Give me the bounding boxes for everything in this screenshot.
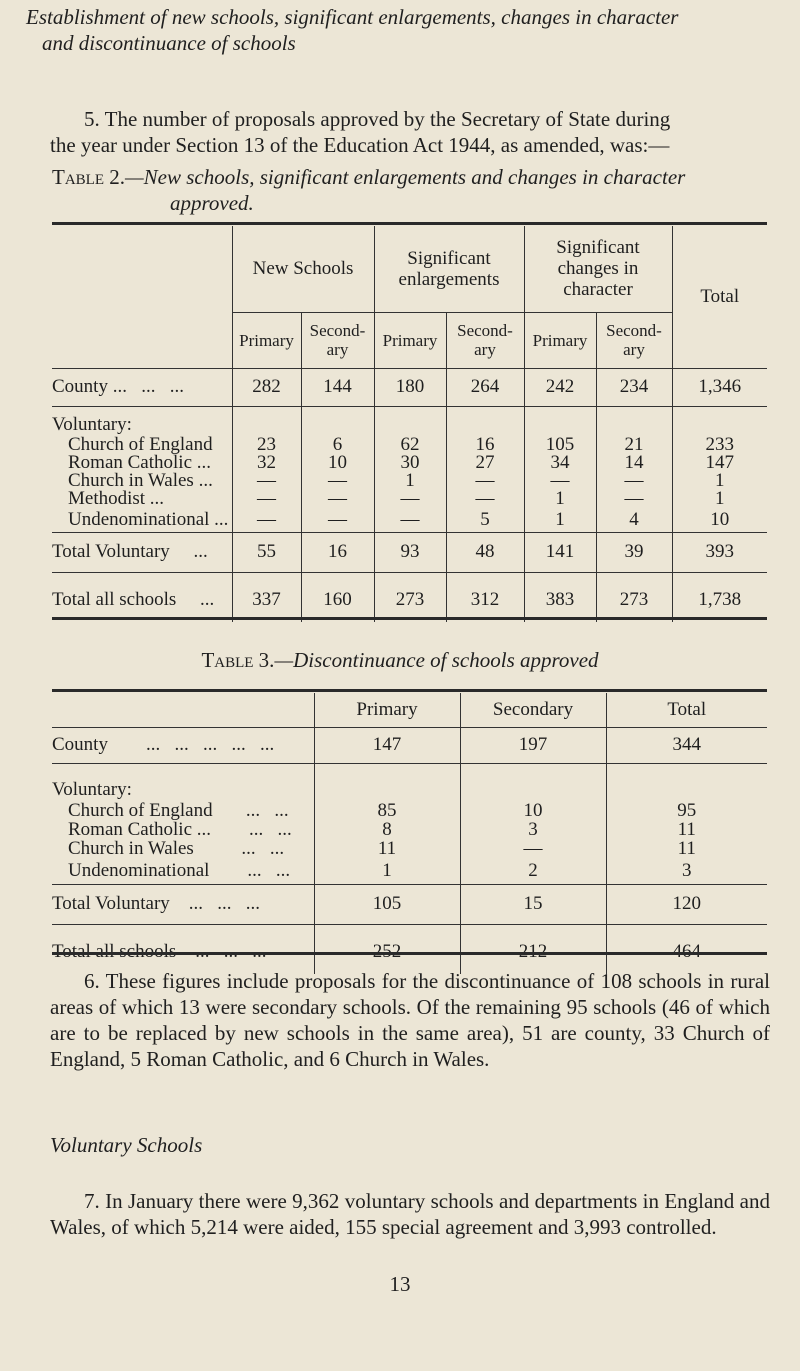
cell: 1,346 (672, 368, 767, 406)
table-row (52, 508, 767, 532)
cell: — (460, 839, 606, 858)
cell: 337 (232, 572, 301, 622)
cell: 1,738 (672, 572, 767, 622)
cell: 48 (446, 532, 524, 572)
cell: 21 (596, 436, 672, 454)
cell: 14 (596, 454, 672, 472)
table2-caption-label: Table 2. (52, 165, 125, 189)
cell: 95 (606, 801, 767, 820)
cell: — (374, 508, 446, 532)
cell: — (232, 490, 301, 508)
cell: 312 (446, 572, 524, 622)
cell: 11 (606, 820, 767, 839)
cell: 15 (460, 884, 606, 924)
row-label: County ... ... ... (52, 376, 184, 397)
table2-sub-header: Primary (232, 312, 301, 368)
table2-total-header: Total (672, 226, 767, 368)
table2-sub-header: Second- ary (596, 312, 672, 368)
cell: 1 (524, 490, 596, 508)
cell: 273 (596, 572, 672, 622)
table-row (52, 801, 767, 820)
table3 (52, 693, 767, 974)
cell: 144 (301, 368, 374, 406)
cell: 10 (301, 454, 374, 472)
table-row (52, 406, 767, 436)
page-number: 13 (389, 1272, 411, 1296)
row-label: Total all schools ... (52, 589, 215, 611)
row-label: Undenominational ... ... (68, 860, 291, 882)
paragraph-6: 6. These figures include proposals for the discontinuance of 108 schools in rural areas of which 13 were secondary schools. Of the remaining 95 schools (46 of which are to be replaced by new schools in the same area), 51 are county, 33 Church of England, 5 Roman Catholic, and 6 Church in Wales. (50, 969, 770, 1071)
cell: — (301, 472, 374, 490)
cell: 1 (672, 490, 767, 508)
section-heading-line1: Establishment of new schools, significant enlargements, changes in character (26, 5, 679, 29)
row-label: Church in Wales ... ... (68, 838, 285, 859)
cell: 23 (232, 436, 301, 454)
cell: 11 (314, 839, 460, 858)
cell: — (301, 508, 374, 532)
table-row (52, 727, 767, 763)
section-heading (26, 4, 786, 56)
table-row (52, 858, 767, 884)
cell: 105 (524, 436, 596, 454)
cell: — (232, 472, 301, 490)
cell: 464 (606, 924, 767, 974)
cell: 105 (314, 884, 460, 924)
cell: 6 (301, 436, 374, 454)
cell: 282 (232, 368, 301, 406)
row-label: Roman Catholic ... ... ... (68, 819, 292, 840)
table3-header-total: Total (606, 693, 767, 727)
row-label: Total Voluntary ... (52, 541, 208, 562)
cell: 1 (314, 858, 460, 884)
voluntary-label: Voluntary: (52, 779, 132, 800)
table2-sub-header: Second- ary (446, 312, 524, 368)
row-label: County ... ... ... ... ... (52, 734, 275, 755)
cell: 264 (446, 368, 524, 406)
row-label: Church in Wales ... (68, 470, 213, 491)
row-label: Undenominational ... (68, 508, 229, 530)
cell: 344 (606, 727, 767, 763)
row-label: Church of England (68, 434, 213, 455)
cell: — (524, 472, 596, 490)
cell: 4 (596, 508, 672, 532)
cell: 147 (672, 454, 767, 472)
cell: 233 (672, 436, 767, 454)
row-label: Church of England ... ... (68, 800, 289, 821)
cell: — (301, 490, 374, 508)
cell: 393 (672, 532, 767, 572)
cell: — (446, 490, 524, 508)
voluntary-label: Voluntary: (52, 414, 132, 435)
cell: — (446, 472, 524, 490)
cell: 160 (301, 572, 374, 622)
table2-group-enlargements: Significant enlargements (374, 226, 524, 312)
row-label: Methodist ... (68, 488, 165, 509)
table2-group-new-schools: New Schools (232, 226, 374, 312)
cell: 197 (460, 727, 606, 763)
table2-sub-header: Primary (374, 312, 446, 368)
table2-sub-header: Second- ary (301, 312, 374, 368)
table2-caption-text: —New schools, significant enlargements and changes in character (125, 165, 686, 189)
cell: 85 (314, 801, 460, 820)
cell: 141 (524, 532, 596, 572)
cell: 234 (596, 368, 672, 406)
table2-caption-text-line2: approved. (170, 191, 254, 215)
cell: 242 (524, 368, 596, 406)
table-row (52, 839, 767, 858)
table2-group-character: Significant changes in character (524, 226, 672, 312)
table2-caption (52, 164, 772, 216)
cell: 32 (232, 454, 301, 472)
cell: 1 (524, 508, 596, 532)
cell: 3 (606, 858, 767, 884)
table-row (52, 763, 767, 801)
row-label: Total all schools ... ... ... (52, 941, 267, 963)
cell: 2 (460, 858, 606, 884)
paragraph-5-line1: 5. The number of proposals approved by the Secretary of State during (84, 107, 671, 131)
cell: 147 (314, 727, 460, 763)
cell: 10 (672, 508, 767, 532)
cell: — (374, 490, 446, 508)
table-row (52, 884, 767, 924)
table-row (52, 924, 767, 974)
table-row (52, 368, 767, 406)
paragraph-7: 7. In January there were 9,362 voluntary schools and departments in England and Wales, of which 5,214 were aided, 155 special agreement and 3,993 controlled. (50, 1189, 770, 1239)
cell: 27 (446, 454, 524, 472)
table3-caption-label: Table 3. (201, 648, 275, 672)
table2-bottom-rule (52, 617, 767, 620)
cell: 39 (596, 532, 672, 572)
voluntary-schools-heading: Voluntary Schools (50, 1133, 203, 1157)
cell: 93 (374, 532, 446, 572)
cell: 212 (460, 924, 606, 974)
cell: 180 (374, 368, 446, 406)
table3-caption (0, 648, 800, 673)
row-label: Roman Catholic ... (68, 452, 212, 473)
table3-caption-text: —Discontinuance of schools approved (274, 648, 599, 672)
cell: — (596, 490, 672, 508)
table2 (52, 226, 767, 622)
cell: 8 (314, 820, 460, 839)
cell: 55 (232, 532, 301, 572)
cell: 252 (314, 924, 460, 974)
table-row (52, 490, 767, 508)
cell: — (232, 508, 301, 532)
cell: 5 (446, 508, 524, 532)
table3-top-rule (52, 689, 767, 692)
cell: 1 (672, 472, 767, 490)
cell: — (596, 472, 672, 490)
cell: 11 (606, 839, 767, 858)
cell: 3 (460, 820, 606, 839)
table3-header-secondary: Secondary (460, 693, 606, 727)
table2-top-rule (52, 222, 767, 225)
paragraph-5 (50, 106, 770, 158)
cell: 120 (606, 884, 767, 924)
table2-sub-header: Primary (524, 312, 596, 368)
cell: 1 (374, 472, 446, 490)
cell: 16 (446, 436, 524, 454)
cell: 34 (524, 454, 596, 472)
cell: 383 (524, 572, 596, 622)
cell: 10 (460, 801, 606, 820)
table-row (52, 820, 767, 839)
table-row (52, 532, 767, 572)
table3-header-primary: Primary (314, 693, 460, 727)
table-row (52, 572, 767, 622)
cell: 62 (374, 436, 446, 454)
cell: 30 (374, 454, 446, 472)
section-heading-line2: and discontinuance of schools (42, 31, 296, 55)
paragraph-5-line2: the year under Section 13 of the Education Act 1944, as amended, was:— (50, 133, 670, 157)
table3-bottom-rule (52, 952, 767, 955)
row-label: Total Voluntary ... ... ... (52, 893, 261, 914)
cell: 273 (374, 572, 446, 622)
cell: 16 (301, 532, 374, 572)
